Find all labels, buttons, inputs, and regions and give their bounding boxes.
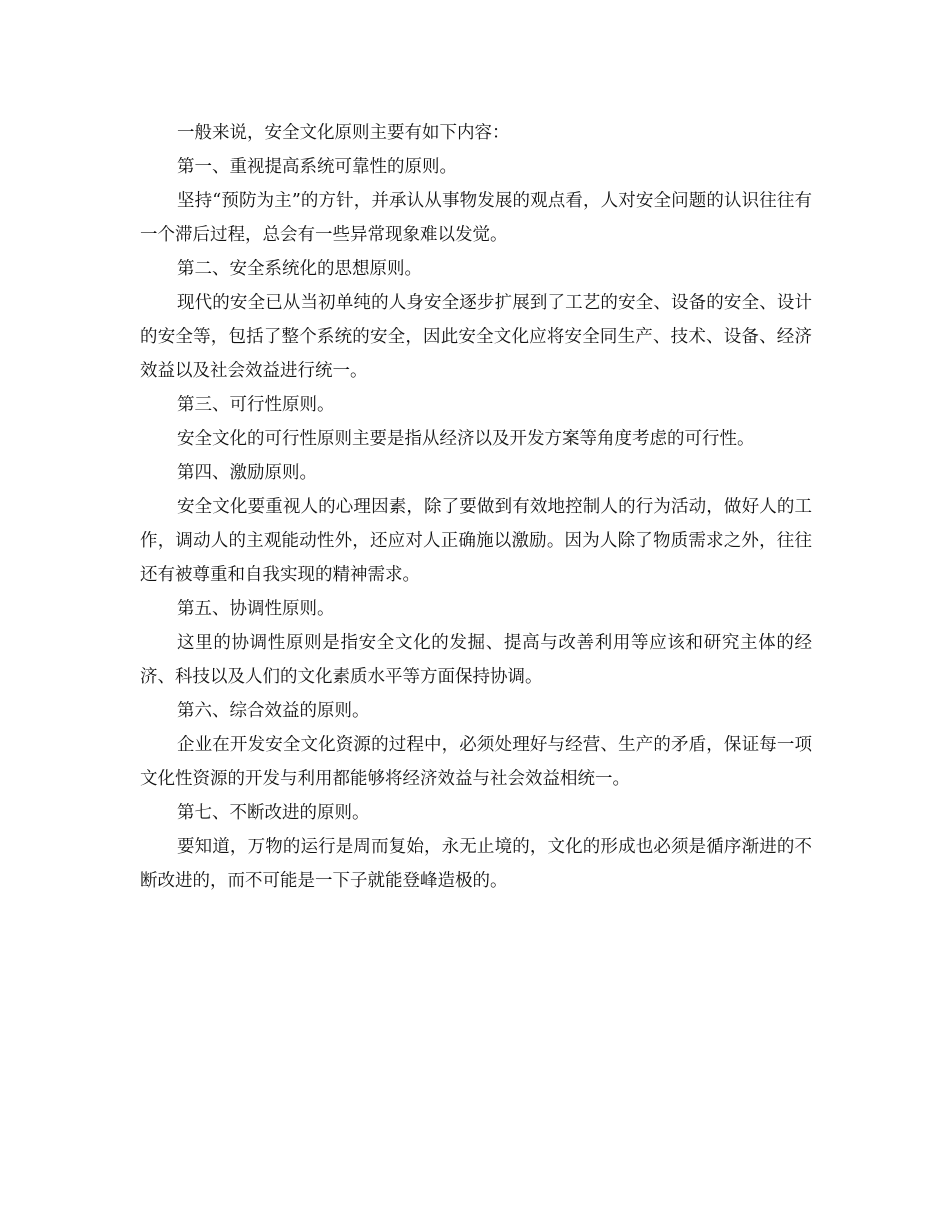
document-body	[140, 116, 812, 898]
heading-principle-5: 第五、协调性原则。	[177, 599, 335, 619]
heading-principle-1: 第一、重视提高系统可靠性的原则。	[177, 157, 457, 177]
heading-principle-7: 第七、不断改进的原则。	[177, 803, 370, 823]
heading-principle-2: 第二、安全系统化的思想原则。	[177, 259, 422, 279]
paragraph-principle-5: 这里的协调性原则是指安全文化的发掘、提高与改善利用等应该和研究主体的经济、科技以及人们的文化素质水平等方面保持协调。	[140, 633, 812, 687]
paragraph-intro: 一般来说，安全文化原则主要有如下内容：	[177, 123, 510, 143]
heading-principle-6: 第六、综合效益的原则。	[177, 701, 370, 721]
paragraph-principle-4: 安全文化要重视人的心理因素，除了要做到有效地控制人的行为活动，做好人的工作，调动人的主观能动性外，还应对人正确施以激励。因为人除了物质需求之外，往往还有被尊重和自我实现的精神需求。	[140, 497, 812, 585]
paragraph-principle-1: 坚持“预防为主”的方针，并承认从事物发展的观点看，人对安全问题的认识往往有一个滞后过程，总会有一些异常现象难以发觉。	[140, 191, 812, 245]
paragraph-principle-2: 现代的安全已从当初单纯的人身安全逐步扩展到了工艺的安全、设备的安全、设计的安全等，包括了整个系统的安全，因此安全文化应将安全同生产、技术、设备、经济效益以及社会效益进行统一。	[140, 293, 812, 381]
paragraph-principle-3: 安全文化的可行性原则主要是指从经济以及开发方案等角度考虑的可行性。	[177, 429, 755, 449]
paragraph-principle-6: 企业在开发安全文化资源的过程中，必须处理好与经营、生产的矛盾，保证每一项文化性资源的开发与利用都能够将经济效益与社会效益相统一。	[140, 735, 812, 789]
heading-principle-4: 第四、激励原则。	[177, 463, 317, 483]
heading-principle-3: 第三、可行性原则。	[177, 395, 335, 415]
paragraph-principle-7: 要知道，万物的运行是周而复始，永无止境的，文化的形成也必须是循序渐进的不断改进的，而不可能是一下子就能登峰造极的。	[140, 837, 812, 891]
